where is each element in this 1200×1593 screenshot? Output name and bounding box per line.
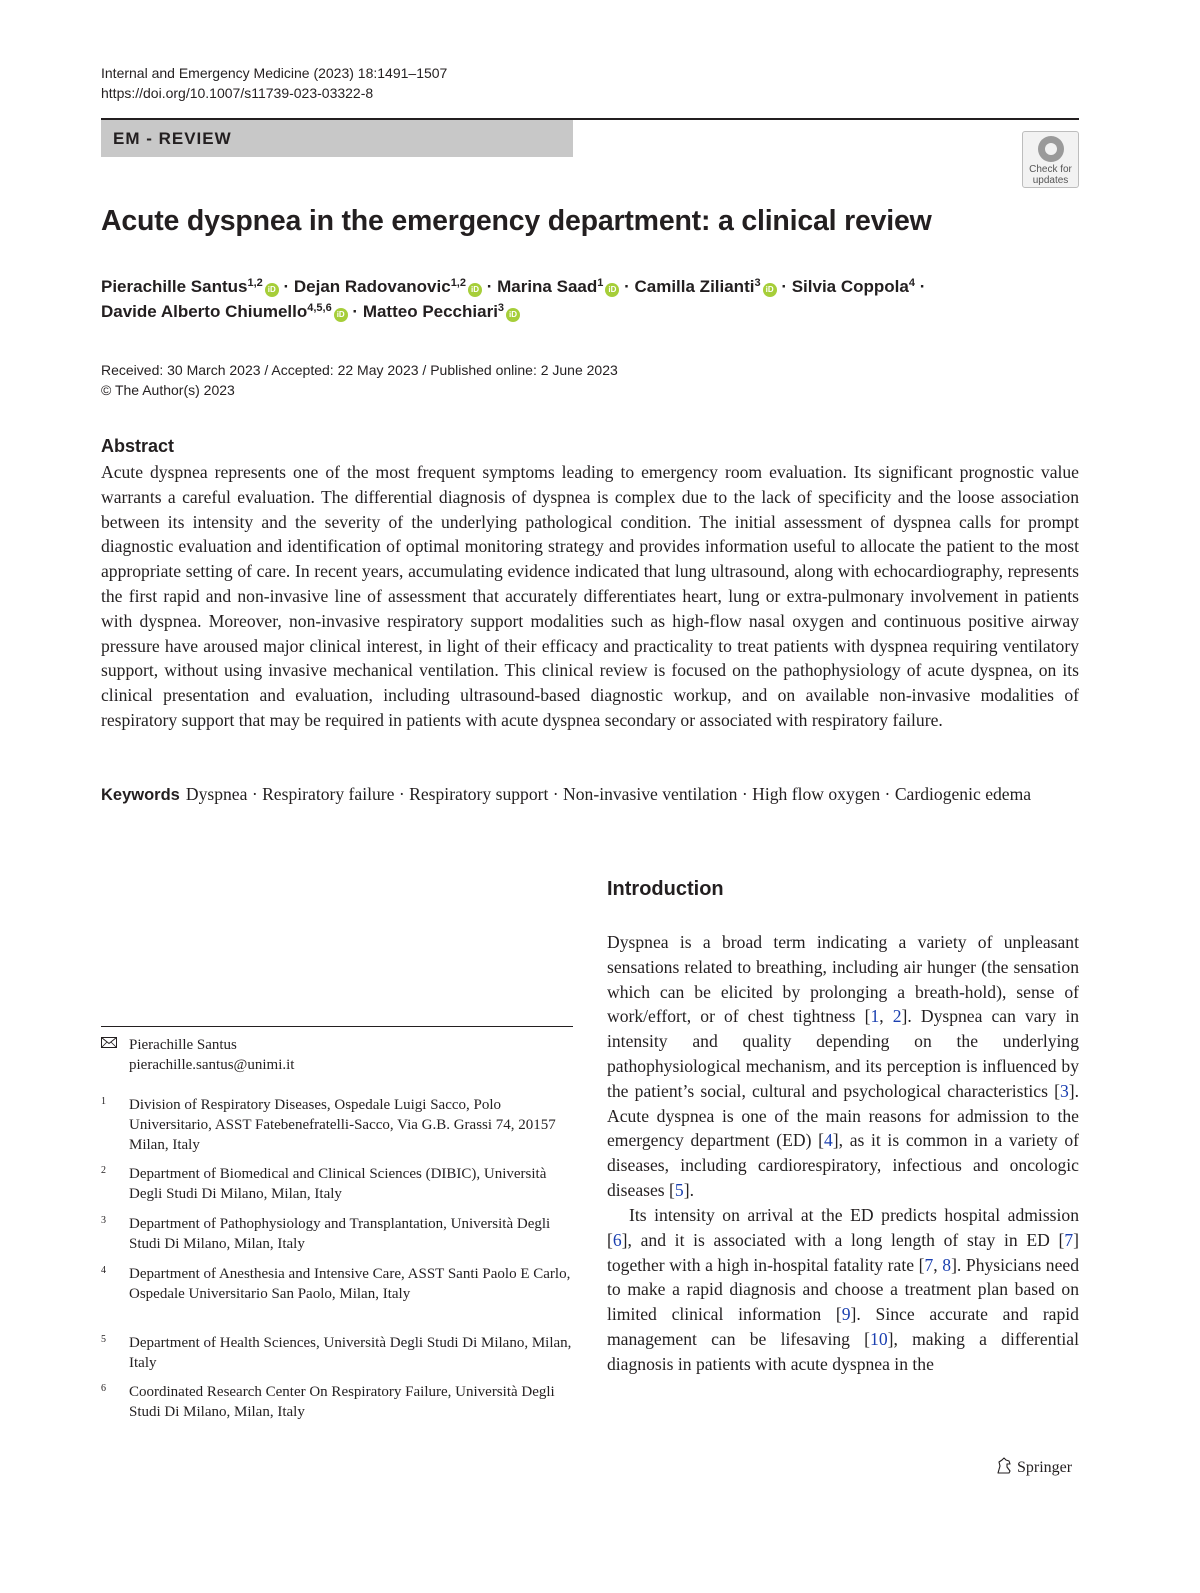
abstract-heading: Abstract [101, 436, 175, 456]
section-label: EM - REVIEW [113, 129, 232, 148]
author-affiliation-sup: 3 [497, 302, 505, 314]
paragraph-text: Its intensity on arrival at the ED predicts hospital admission [ [607, 1205, 1079, 1250]
author-name: Dejan Radovanovic [293, 277, 451, 296]
check-for-updates-icon [1038, 136, 1064, 162]
affiliation-4: 4 Department of Anesthesia and Intensive Care, ASST Santi Paolo E Carlo, Ospedale Universitario San Paolo, Milan, Italy [101, 1265, 571, 1302]
author-name: Davide Alberto Chiumello [101, 302, 308, 321]
paragraph-text: ]. Dyspnea can vary in intensity and quality depending on the underlying pathophysiological mechanism, and its perception is influenced by the patient’s social, cultural and psychological characteristics [ [607, 1006, 1080, 1101]
citation-link[interactable]: 10 [870, 1328, 888, 1349]
orcid-icon[interactable]: iD [265, 283, 279, 297]
orcid-icon[interactable]: iD [605, 283, 619, 297]
author-separator: · [278, 277, 294, 296]
affiliation-6: 6 Coordinated Research Center On Respiratory Failure, Università Degli Studi Di Milano, Milan, Italy [101, 1383, 555, 1420]
paragraph-text: ]. Acute dyspnea is one of the main reasons for admission to the emergency department (ED) [ [607, 1080, 1079, 1151]
author-affiliation-sup: 1,2 [450, 277, 466, 289]
history-dates: Received: 30 March 2023 / Accepted: 22 May 2023 / Published online: 2 June 2023 [101, 362, 618, 378]
author-separator: · [347, 302, 363, 321]
orcid-icon[interactable]: iD [334, 308, 348, 322]
affiliation-3: 3 Department of Pathophysiology and Transplantation, Università Degli Studi Di Milano, Milan, Italy [101, 1215, 551, 1252]
citation-link[interactable]: 4 [823, 1130, 833, 1151]
orcid-icon[interactable]: iD [468, 283, 482, 297]
affiliation-1: 1 Division of Respiratory Diseases, Ospedale Luigi Sacco, Polo Universitario, ASST Fatebenefratelli-Sacco, Via G.B. Grassi 74, 20157 Milan, Italy [101, 1096, 556, 1153]
paragraph-text: ]. [683, 1179, 694, 1200]
corresponding-author [101, 1035, 294, 1075]
check-updates-line1: Check for [1029, 164, 1072, 175]
citation-link[interactable]: 2 [892, 1006, 902, 1027]
publisher-name: Springer [1017, 1459, 1073, 1476]
citation-link[interactable]: 1 [870, 1006, 880, 1027]
keywords-label: Keywords [101, 786, 180, 804]
corresponding-email[interactable]: pierachille.santus@unimi.it [129, 1057, 295, 1073]
doi-link[interactable]: https://doi.org/10.1007/s11739-023-03322-8 [101, 85, 374, 101]
author-affiliation-sup: 1 [597, 277, 604, 289]
journal-header [101, 63, 447, 103]
citation-link[interactable]: 5 [674, 1179, 684, 1200]
paragraph-text: ]. Since accurate and rapid management can be lifesaving [ [607, 1304, 1079, 1349]
author[interactable] [634, 277, 776, 296]
publication-dates [101, 360, 618, 400]
citation-link[interactable]: 3 [1059, 1080, 1069, 1101]
introduction-heading: Introduction [607, 878, 724, 900]
paragraph-text: ]. Physicians need to make a rapid diagnosis and choose a treatment plan based on limited clinical information [ [607, 1254, 1080, 1325]
author[interactable] [792, 277, 915, 296]
check-for-updates-badge[interactable] [1022, 131, 1079, 188]
paragraph-text: , [933, 1254, 943, 1275]
author[interactable] [101, 277, 279, 296]
citation-link[interactable]: 8 [942, 1254, 952, 1275]
author-separator: · [776, 277, 792, 296]
author-list [101, 274, 1081, 324]
keywords [101, 782, 1079, 808]
springer-horse-icon [995, 1457, 1013, 1475]
journal-citation: Internal and Emergency Medicine (2023) 18:1491–1507 [101, 65, 448, 81]
author-name: Matteo Pecchiari [362, 302, 498, 321]
author-name: Marina Saad [497, 277, 598, 296]
author-affiliation-sup: 3 [754, 277, 761, 289]
author-separator: · [619, 277, 635, 296]
author[interactable] [497, 277, 619, 296]
author-affiliation-sup: 1,2 [247, 277, 263, 289]
paragraph-text: , [879, 1006, 893, 1027]
author-name: Silvia Coppola [791, 277, 909, 296]
orcid-icon[interactable]: iD [763, 283, 777, 297]
author[interactable] [294, 277, 482, 296]
author-separator: · [481, 277, 498, 296]
affiliation-5: 5 Department of Health Sciences, Università Degli Studi Di Milano, Milan, Italy [101, 1334, 572, 1371]
author-affiliation-sup: 4,5,6 [307, 302, 332, 314]
author-affiliation-sup: 4 [908, 277, 915, 289]
check-updates-line2: updates [1032, 175, 1069, 186]
author-name: Pierachille Santus [101, 277, 248, 296]
paragraph-text: Dyspnea is a broad term indicating a variety of unpleasant sensations related to breathing, including air hunger (the sensation which can be elicited by prolonging a breath-hold), sense of work/effort, or of chest tightness [ [607, 932, 1079, 1027]
introduction-paragraph-2 [607, 1203, 1079, 1377]
author-line [101, 299, 1081, 324]
citation-link[interactable]: 7 [924, 1254, 934, 1275]
author[interactable] [363, 302, 520, 321]
paragraph-text: ] together with a high in-hospital fatality rate [ [607, 1229, 1079, 1275]
keywords-list: Dyspnea · Respiratory failure · Respiratory support · Non-invasive ventilation · High flow oxygen · Cardiogenic edema [185, 784, 1032, 804]
orcid-icon[interactable]: iD [506, 308, 520, 322]
citation-link[interactable]: 9 [841, 1304, 851, 1325]
envelope-icon [101, 1037, 117, 1048]
paragraph-text: ], making a differential diagnosis in patients with acute dyspnea in the [607, 1328, 1079, 1374]
author[interactable] [101, 302, 348, 321]
citation-link[interactable]: 7 [1064, 1229, 1074, 1250]
paragraph-text: ], as it is common in a variety of diseases, including cardiorespiratory, infectious and oncologic diseases [ [607, 1130, 1079, 1200]
author-separator: · [914, 277, 926, 296]
author-line [101, 274, 1081, 299]
affiliation-2: 2 Department of Biomedical and Clinical Sciences (DIBIC), Università Degli Studi Di Milano, Milan, Italy [101, 1165, 547, 1202]
corresponding-name: Pierachille Santus [129, 1037, 237, 1053]
abstract-text: Acute dyspnea represents one of the most frequent symptoms leading to emergency room evaluation. Its significant prognostic value warrants a careful evaluation. The differential diagnosis of dyspnea is complex due to the lack of specificity and the loose association between its intensity and the severity of the underlying pathological condition. The initial assessment of dyspnea calls for prompt diagnostic evaluation and identification of optimal monitoring strategy and provides information useful to allocate the patient to the most appropriate setting of care. In recent years, accumulating evidence indicated that lung ultrasound, along with echocardiography, represents the first rapid and non-invasive line of assessment that accurately differentiates heart, lung or extra-pulmonary involvement in patients with dyspnea. Moreover, non-invasive respiratory support modalities such as high-flow nasal oxygen and continuous positive airway pressure have aroused major clinical interest, in light of their efficacy and practicality to treat patients with dyspnea requiring ventilatory support, without using invasive mechanical ventilation. This clinical review is focused on the pathophysiology of acute dyspnea, on its clinical presentation and evaluation, including ultrasound-based diagnostic workup, and on available non-invasive modalities of respiratory support that may be required in patients with acute dyspnea secondary or associated with respiratory failure. [101, 462, 1079, 730]
citation-link[interactable]: 6 [612, 1229, 622, 1250]
introduction-paragraph-1 [607, 930, 1079, 1203]
publisher-logo [995, 1457, 1072, 1477]
paragraph-text: ], and it is associated with a long length of stay in ED [ [621, 1229, 1065, 1250]
article-title: Acute dyspnea in the emergency department: a clinical review [101, 205, 932, 237]
footnote-rule [101, 1026, 573, 1027]
section-banner [101, 120, 573, 157]
author-name: Camilla Zilianti [634, 277, 755, 296]
copyright-line: © The Author(s) 2023 [101, 382, 235, 398]
